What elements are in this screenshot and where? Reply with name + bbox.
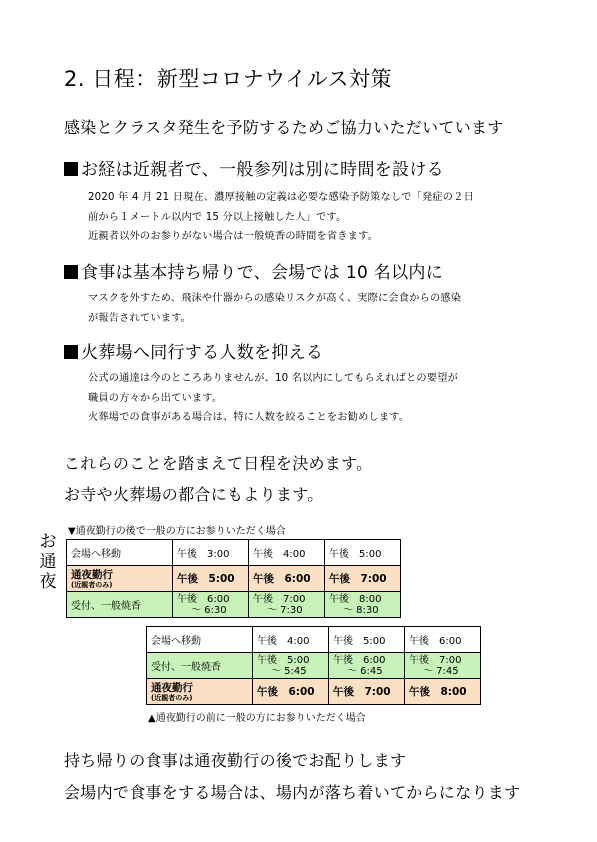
time-cell: 午後 8:00 bbox=[405, 679, 481, 705]
closing-text: お寺や火葬場の都合にもよります。 bbox=[64, 485, 324, 504]
section-body bbox=[88, 289, 461, 328]
schedule-note-top: ▼通夜勤行の後で一般の方にお参りいただく場合 bbox=[68, 526, 286, 537]
time-range-cell bbox=[329, 653, 405, 679]
section-heading bbox=[64, 155, 444, 180]
time-range-cell bbox=[249, 592, 325, 618]
schedule-table-b bbox=[146, 626, 481, 705]
square-bullet-icon bbox=[64, 345, 78, 359]
range-end: ～ 5:45 bbox=[271, 665, 307, 677]
time-cell: 午後 7:00 bbox=[329, 679, 405, 705]
time-range-cell bbox=[173, 592, 249, 618]
time-cell: 午後 6:00 bbox=[253, 679, 329, 705]
table-row bbox=[147, 627, 481, 653]
schedule-table-a bbox=[66, 539, 401, 618]
range-start: 午後 5:00 bbox=[257, 654, 310, 666]
body-line: マスクを外すため、飛沫や什器からの感染リスクが高く、実際に会食からの感染 bbox=[88, 293, 462, 304]
footer-text: 会場内で食事をする場合は、場内が落ち着いてからになります bbox=[64, 783, 521, 802]
section-heading bbox=[64, 258, 443, 283]
range-start: 午後 7:00 bbox=[253, 593, 306, 605]
range-start: 午後 7:00 bbox=[409, 654, 462, 666]
section-heading-text: お経は近親者で、一般参列は別に時間を設ける bbox=[81, 160, 444, 180]
row-label bbox=[147, 679, 253, 705]
time-cell: 午後 4:00 bbox=[249, 540, 325, 566]
body-line: 前から１メートル以内で 15 分以上接触した人」です。 bbox=[88, 211, 347, 223]
body-line: 近親者以外のお参りがない場合は一般焼香の時間を省きます。 bbox=[88, 231, 379, 242]
time-cell: 午後 7:00 bbox=[325, 566, 401, 592]
range-end: ～ 6:30 bbox=[191, 604, 227, 616]
body-line: 職員の方々から出ています。 bbox=[88, 392, 223, 404]
otsuya-label: お通夜 bbox=[39, 532, 57, 592]
range-start: 午後 8:00 bbox=[329, 593, 382, 605]
range-end: ～ 6:45 bbox=[347, 665, 383, 677]
closing-text: これらのことを踏まえて日程を決めます。 bbox=[64, 454, 373, 473]
time-range-cell bbox=[405, 653, 481, 679]
section-body bbox=[88, 369, 458, 428]
row-label: 受付、一般焼香 bbox=[67, 592, 173, 618]
intro-text: 感染とクラスタ発生を予防するためご協力いただいています bbox=[64, 118, 504, 137]
time-cell: 午後 6:00 bbox=[405, 627, 481, 653]
range-start: 午後 6:00 bbox=[333, 654, 386, 666]
row-label-main: 通夜勤行 bbox=[151, 681, 193, 694]
row-label-sub: (近親者のみ) bbox=[151, 693, 193, 702]
body-line: 公式の通達は今のところありませんが、10 名以内にしてもらえればとの要望が bbox=[88, 373, 458, 384]
table-row bbox=[147, 679, 481, 705]
time-cell: 午後 6:00 bbox=[249, 566, 325, 592]
section-heading-text: 食事は基本持ち帰りで、会場では 10 名以内に bbox=[81, 263, 443, 283]
time-cell: 午後 4:00 bbox=[253, 627, 329, 653]
time-range-cell bbox=[325, 592, 401, 618]
body-line: 2020 年 4 月 21 日現在、濃厚接触の定義は必要な感染予防策なしで「発症の２日 bbox=[88, 192, 474, 203]
row-label: 会場へ移動 bbox=[147, 627, 253, 653]
footer-text: 持ち帰りの食事は通夜勤行の後でお配りします bbox=[64, 751, 407, 770]
table-row bbox=[67, 592, 401, 618]
row-label-sub: (近親者のみ) bbox=[71, 580, 113, 589]
range-end: ～ 7:45 bbox=[423, 665, 459, 677]
schedule-note-bottom: ▲通夜勤行の前に一般の方にお参りいただく場合 bbox=[148, 713, 366, 724]
time-cell: 午後 5:00 bbox=[173, 566, 249, 592]
square-bullet-icon bbox=[64, 265, 78, 279]
range-start: 午後 6:00 bbox=[177, 593, 230, 605]
row-label: 会場へ移動 bbox=[67, 540, 173, 566]
row-label-main: 通夜勤行 bbox=[71, 568, 113, 581]
body-line: 火葬場での食事がある場合は、特に人数を絞ることをお勧めします。 bbox=[88, 412, 410, 423]
section-heading-text: 火葬場へ同行する人数を抑える bbox=[81, 343, 324, 363]
page-title: 2. 日程：新型コロナウイルス対策 bbox=[64, 67, 392, 91]
section-heading bbox=[64, 338, 323, 363]
range-end: ～ 7:30 bbox=[267, 604, 303, 616]
time-cell: 午後 5:00 bbox=[325, 540, 401, 566]
table-row bbox=[147, 653, 481, 679]
table-row bbox=[67, 566, 401, 592]
body-line: が報告されています。 bbox=[88, 312, 192, 324]
range-end: ～ 8:30 bbox=[343, 604, 379, 616]
row-label: 受付、一般焼香 bbox=[147, 653, 253, 679]
row-label bbox=[67, 566, 173, 592]
time-cell: 午後 3:00 bbox=[173, 540, 249, 566]
section-body bbox=[88, 188, 474, 247]
time-cell: 午後 5:00 bbox=[329, 627, 405, 653]
table-row bbox=[67, 540, 401, 566]
square-bullet-icon bbox=[64, 162, 78, 176]
time-range-cell bbox=[253, 653, 329, 679]
